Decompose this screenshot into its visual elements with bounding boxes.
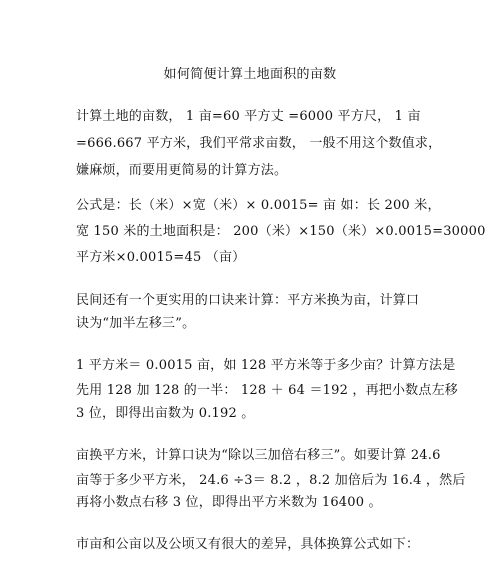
paragraph-5-line-3: 再将小数点右移 3 位，即得出平方米数为 16400 。 xyxy=(76,495,382,510)
paragraph-5-line-2: 亩等于多少平方米， 24.6 ÷3＝ 8.2 ，8.2 加倍后为 16.4 ，然后 xyxy=(76,473,466,488)
paragraph-2-line-2: 宽 150 米的土地面积是： 200（米）×150（米）×0.0015=30000 xyxy=(76,224,486,239)
paragraph-4-line-2: 先用 128 加 128 的一半： 128 ＋ 64 ＝192 ，再把小数点左移 xyxy=(76,383,458,398)
paragraph-2-line-1: 公式是：长（米）×宽（米）× 0.0015= 亩 如：长 200 米， xyxy=(76,198,441,213)
paragraph-1-line-3: 嫌麻烦，而要用更简易的计算方法。 xyxy=(76,163,288,178)
paragraph-1-line-1: 计算土地的亩数， 1 亩=60 平方丈 =6000 平方尺， 1 亩 xyxy=(76,109,421,124)
paragraph-4-line-1: 1 平方米＝ 0.0015 亩，如 128 平方米等于多少亩？计算方法是 xyxy=(76,358,456,373)
paragraph-1-line-2: =666.667 平方米，我们平常求亩数， 一般不用这个数值求， xyxy=(76,136,442,151)
document-title: 如何简便计算土地面积的亩数 xyxy=(163,67,337,82)
paragraph-2-line-3: 平方米×0.0015=45 （亩） xyxy=(76,250,246,265)
paragraph-6-line-1: 市亩和公亩以及公顷又有很大的差异，具体换算公式如下： xyxy=(76,537,420,552)
paragraph-4-line-3: 3 位，即得出亩数为 0.192 。 xyxy=(76,406,255,421)
paragraph-3-line-2: 诀为“加半左移三”。 xyxy=(76,316,196,331)
paragraph-5-line-1: 亩换平方米，计算口诀为“除以三加倍右移三”。如要计算 24.6 xyxy=(76,448,441,463)
paragraph-3-line-1: 民间还有一个更实用的口诀来计算：平方米换为亩，计算口 xyxy=(76,293,420,308)
